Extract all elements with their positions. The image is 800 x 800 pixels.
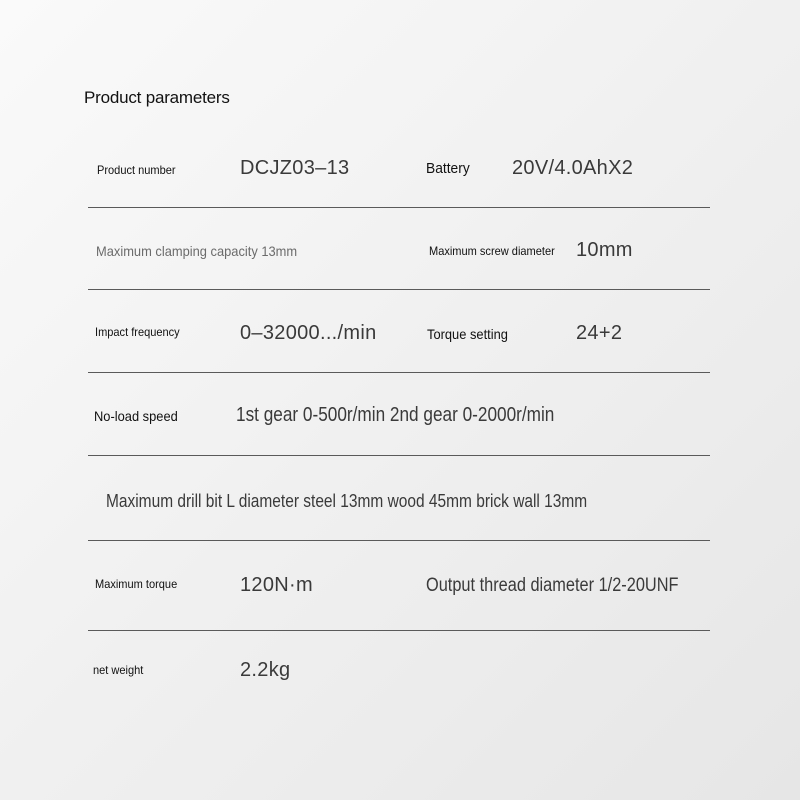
max-torque-label: Maximum torque bbox=[95, 577, 178, 591]
no-load-speed-label: No-load speed bbox=[94, 408, 178, 424]
screw-diameter-value: 10mm bbox=[576, 239, 633, 261]
product-number-value: DCJZ03–13 bbox=[240, 157, 350, 179]
row-divider bbox=[88, 455, 710, 456]
net-weight-label: net weight bbox=[93, 663, 144, 677]
max-drill-bit-text: Maximum drill bit L diameter steel 13mm wood 45mm brick wall 13mm bbox=[106, 491, 588, 511]
page-title: Product parameters bbox=[84, 88, 230, 107]
clamping-capacity-text: Maximum clamping capacity 13mm bbox=[96, 243, 298, 259]
impact-frequency-value: 0–32000.../min bbox=[240, 322, 377, 344]
net-weight-value: 2.2kg bbox=[240, 659, 291, 681]
row-divider bbox=[88, 207, 710, 208]
no-load-speed-value: 1st gear 0-500r/min 2nd gear 0-2000r/min bbox=[236, 404, 555, 426]
battery-value: 20V/4.0AhX2 bbox=[512, 157, 634, 179]
product-number-label: Product number bbox=[97, 163, 176, 177]
row-divider bbox=[88, 289, 710, 290]
max-torque-value: 120N·m bbox=[240, 574, 313, 596]
row-divider bbox=[88, 630, 710, 631]
row-divider bbox=[88, 372, 710, 373]
battery-label: Battery bbox=[426, 160, 470, 177]
torque-setting-label: Torque setting bbox=[427, 326, 508, 342]
torque-setting-value: 24+2 bbox=[576, 322, 623, 344]
row-divider bbox=[88, 540, 710, 541]
screw-diameter-label: Maximum screw diameter bbox=[429, 244, 555, 258]
impact-frequency-label: Impact frequency bbox=[95, 325, 180, 339]
output-thread-text: Output thread diameter 1/2-20UNF bbox=[426, 575, 679, 596]
